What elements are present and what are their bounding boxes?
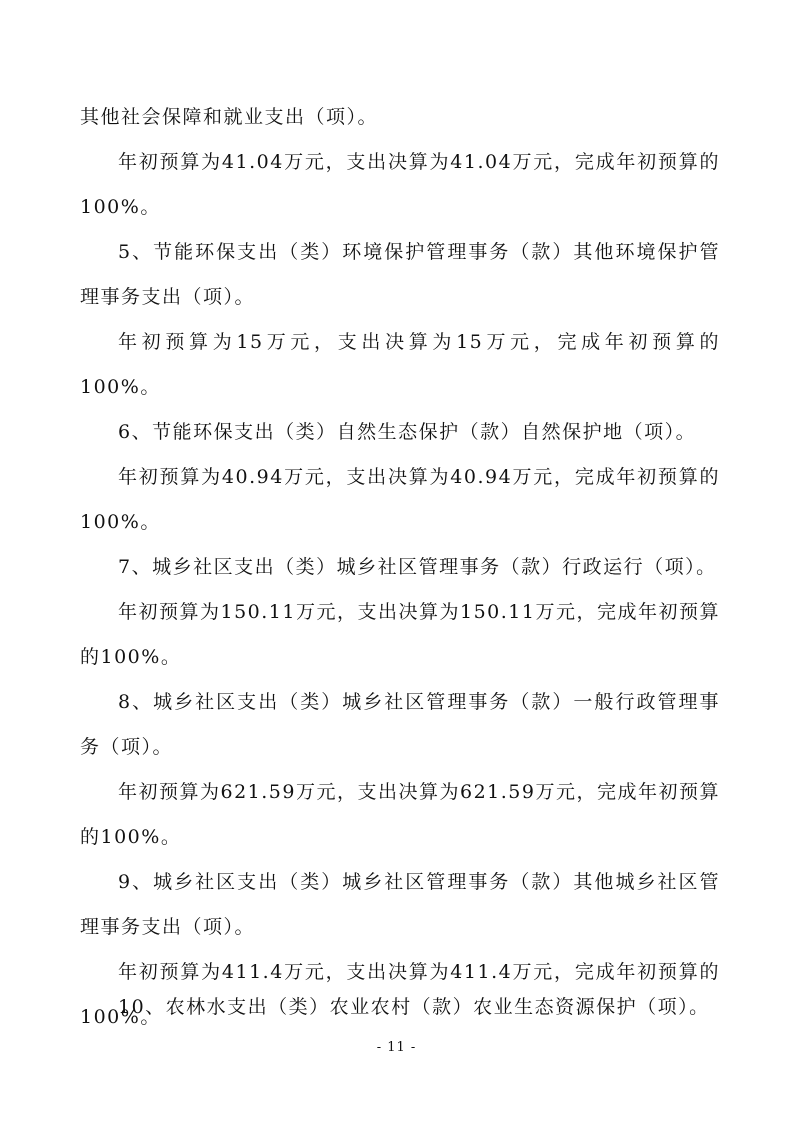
paragraph-item-8: 8、城乡社区支出（类）城乡社区管理事务（款）一般行政管理事务（项）。 (80, 691, 720, 758)
paragraph-budget-item-6: 年初预算为40.94万元，支出决算为40.94万元，完成年初预算的100%。 (80, 466, 720, 533)
paragraph-item-10: 10、农林水支出（类）农业农村（款）农业生态资源保护（项）。 (118, 996, 710, 1018)
paragraph-budget-item-8: 年初预算为621.59万元，支出决算为621.59万元，完成年初预算的100%。 (80, 781, 720, 848)
paragraph-budget-item-7: 年初预算为150.11万元，支出决算为150.11万元，完成年初预算的100%。 (80, 601, 720, 668)
paragraph-item-5: 5、节能环保支出（类）环境保护管理事务（款）其他环境保护管理事务支出（项）。 (80, 241, 720, 308)
paragraph-budget-social-security: 年初预算为41.04万元，支出决算为41.04万元，完成年初预算的100%。 (80, 151, 720, 218)
page-number: - 11 - (376, 1040, 417, 1055)
paragraph-item-6: 6、节能环保支出（类）自然生态保护（款）自然保护地（项）。 (118, 421, 697, 443)
paragraph-item-7: 7、城乡社区支出（类）城乡社区管理事务（款）行政运行（项）。 (118, 556, 717, 578)
paragraph-item-9: 9、城乡社区支出（类）城乡社区管理事务（款）其他城乡社区管理事务支出（项）。 (80, 871, 720, 938)
paragraph-budget-item-9: 年初预算为411.4万元，支出决算为411.4万元，完成年初预算的100%。 (80, 961, 720, 1028)
paragraph-continuation: 其他社会保障和就业支出（项）。 (80, 106, 379, 128)
paragraph-budget-item-5: 年初预算为15万元，支出决算为15万元，完成年初预算的100%。 (80, 331, 720, 398)
